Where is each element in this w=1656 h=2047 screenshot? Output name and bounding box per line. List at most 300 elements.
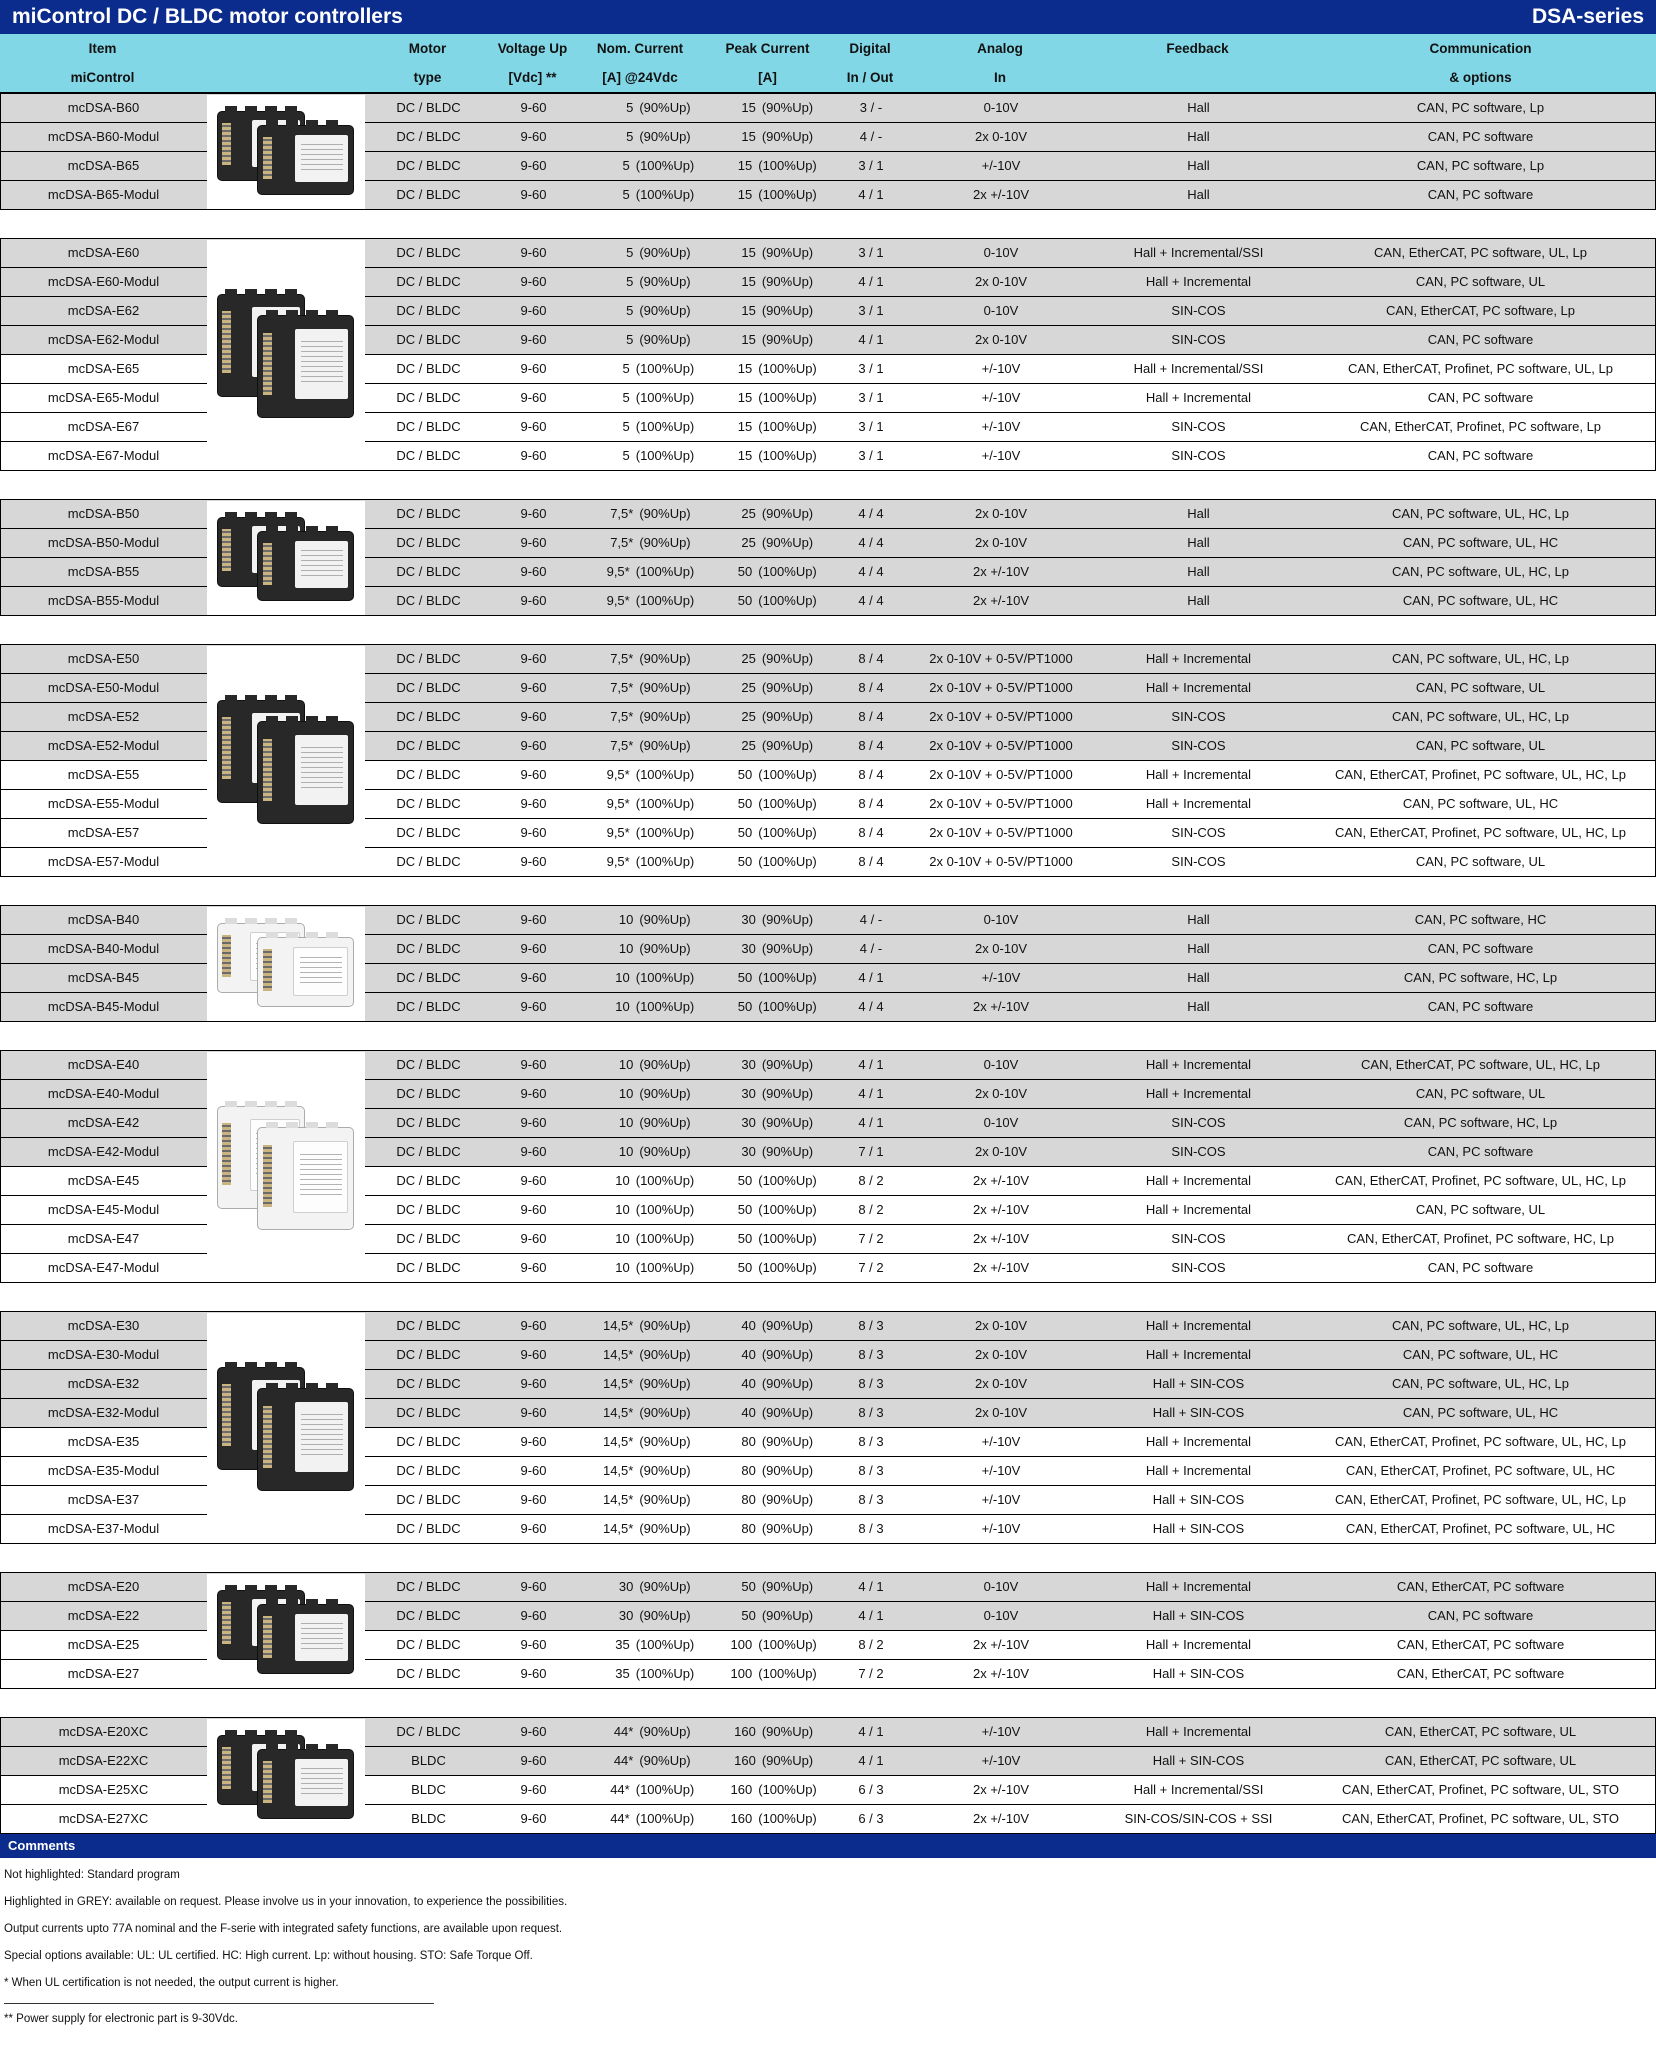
- feedback-type: Hall + Incremental/SSI: [1133, 361, 1264, 376]
- feedback-type: Hall + Incremental: [1145, 651, 1252, 666]
- communication-options: CAN, EtherCAT, Profinet, PC software, UL, Lp: [1348, 361, 1613, 376]
- item-name: mcDSA-B60-Modul: [47, 129, 160, 144]
- voltage-range: 9-60: [520, 564, 547, 579]
- communication-options: CAN, PC software, UL, HC, Lp: [1392, 506, 1569, 521]
- column-header-image: [205, 34, 365, 92]
- peak-current-up: (100%Up): [758, 1173, 817, 1188]
- motor-type: DC / BLDC: [396, 448, 461, 463]
- connector-pins-icon: [222, 529, 231, 571]
- item-name: mcDSA-E30: [67, 1318, 140, 1333]
- peak-current: [706, 1747, 831, 1775]
- digital-io: 8 / 4: [858, 738, 884, 753]
- analog-in: +/-10V: [981, 1434, 1021, 1449]
- feedback-type: Hall + SIN-COS: [1152, 1492, 1245, 1507]
- controller-device-front-icon: [257, 937, 354, 1006]
- nominal-current: [576, 355, 706, 383]
- group-gap: [0, 1283, 1656, 1311]
- digital-io: 4 / 4: [858, 999, 884, 1014]
- product-photo-devices: [214, 1091, 358, 1243]
- nominal-current: [576, 1051, 706, 1079]
- digital-io: 4 / -: [859, 129, 883, 144]
- communication-options: CAN, PC software, UL, HC, Lp: [1392, 564, 1569, 579]
- peak-current-value: 15: [737, 158, 753, 173]
- peak-current-value: 40: [741, 1376, 756, 1391]
- digital-io: 8 / 4: [858, 651, 884, 666]
- nominal-current-up: (90%Up): [639, 738, 691, 753]
- analog-in: 2x 0-10V: [974, 1376, 1028, 1391]
- peak-current-value: 160: [734, 1724, 756, 1739]
- peak-current-value: 15: [741, 245, 756, 260]
- nominal-current: [576, 1660, 706, 1688]
- analog-in: +/-10V: [981, 1463, 1021, 1478]
- analog-in: 2x 0-10V + 0-5V/PT1000: [929, 680, 1073, 695]
- nominal-current-up: (90%Up): [639, 245, 691, 260]
- motor-type: DC / BLDC: [396, 1231, 461, 1246]
- communication-options: CAN, EtherCAT, PC software: [1396, 1579, 1565, 1594]
- product-group-e20: [0, 1572, 1656, 1689]
- peak-current: [706, 442, 831, 470]
- nominal-current-value: 10: [615, 1260, 630, 1275]
- peak-current-value: 15: [741, 100, 756, 115]
- peak-current-up: (100%Up): [758, 390, 817, 405]
- feedback-type: Hall: [1187, 158, 1210, 173]
- peak-current-up: (100%Up): [758, 1782, 817, 1797]
- nominal-current-up: (90%Up): [639, 1521, 691, 1536]
- communication-options: CAN, EtherCAT, PC software, Lp: [1385, 303, 1576, 318]
- peak-current-value: 80: [741, 1463, 756, 1478]
- peak-current-up: (90%Up): [761, 1318, 814, 1333]
- item-name: mcDSA-E27: [67, 1666, 140, 1681]
- product-group-b50: [0, 499, 1656, 616]
- digital-io: 4 / 4: [858, 593, 884, 608]
- digital-io: 4 / 1: [858, 332, 884, 347]
- nominal-current: [576, 1080, 706, 1108]
- peak-current-up: (90%Up): [761, 1376, 814, 1391]
- digital-io: 3 / 1: [858, 361, 884, 376]
- peak-current-up: (90%Up): [761, 651, 814, 666]
- peak-current: [706, 123, 831, 151]
- digital-io: 4 / 1: [858, 1057, 884, 1072]
- digital-io: 4 / -: [859, 912, 883, 927]
- comment-line-5: ** Power supply for electronic part is 9-30Vdc.: [4, 2013, 238, 2025]
- communication-options: CAN, PC software: [1427, 390, 1534, 405]
- peak-current-up: (90%Up): [761, 1144, 814, 1159]
- analog-in: 2x 0-10V: [974, 941, 1028, 956]
- item-name: mcDSA-E50: [67, 651, 140, 666]
- nominal-current: [576, 1573, 706, 1601]
- peak-current-value: 50: [737, 1231, 753, 1246]
- voltage-range: 9-60: [520, 1115, 547, 1130]
- voltage-range: 9-60: [520, 100, 547, 115]
- peak-current: [706, 529, 831, 557]
- analog-in: +/-10V: [981, 158, 1021, 173]
- peak-current-value: 80: [741, 1521, 756, 1536]
- item-name: mcDSA-E30-Modul: [47, 1347, 160, 1362]
- peak-current: [706, 239, 831, 267]
- voltage-range: 9-60: [520, 303, 547, 318]
- communication-options: CAN, PC software: [1427, 1608, 1534, 1623]
- motor-type: DC / BLDC: [396, 825, 461, 840]
- peak-current-up: (100%Up): [758, 1202, 817, 1217]
- nominal-current-value: 10: [618, 1057, 634, 1072]
- peak-current: [706, 1776, 831, 1804]
- product-photo-b40: [207, 907, 365, 1021]
- voltage-range: 9-60: [520, 1405, 547, 1420]
- nominal-current: [576, 442, 706, 470]
- digital-io: 8 / 2: [858, 1637, 884, 1652]
- product-photo-e30: [207, 1313, 365, 1543]
- communication-options: CAN, PC software: [1427, 187, 1534, 202]
- communication-options: CAN, PC software, HC, Lp: [1403, 970, 1558, 985]
- motor-type: BLDC: [411, 1782, 446, 1797]
- peak-current: [706, 1196, 831, 1224]
- feedback-type: SIN-COS: [1171, 1231, 1226, 1246]
- nominal-current: [576, 1370, 706, 1398]
- motor-type: DC / BLDC: [396, 1086, 461, 1101]
- item-name: mcDSA-B65: [67, 158, 140, 173]
- nominal-current-value: 5: [626, 100, 634, 115]
- peak-current: [706, 1399, 831, 1427]
- nominal-current-value: 5: [622, 158, 630, 173]
- motor-type: DC / BLDC: [396, 1347, 461, 1362]
- feedback-type: SIN-COS: [1171, 332, 1226, 347]
- digital-io: 8 / 3: [858, 1434, 884, 1449]
- motor-type: DC / BLDC: [396, 419, 461, 434]
- nominal-current-value: 7,5*: [610, 506, 634, 521]
- product-group-e60: [0, 238, 1656, 471]
- nominal-current: [576, 1718, 706, 1746]
- nominal-current-value: 35: [615, 1666, 630, 1681]
- nominal-current-value: 14,5*: [602, 1318, 634, 1333]
- motor-type: DC / BLDC: [396, 1202, 461, 1217]
- nominal-current-value: 9,5*: [606, 564, 630, 579]
- communication-options: CAN, EtherCAT, PC software: [1396, 1666, 1565, 1681]
- digital-io: 4 / 4: [858, 506, 884, 521]
- nominal-current: [576, 703, 706, 731]
- digital-io: 8 / 3: [858, 1521, 884, 1536]
- peak-current-value: 15: [741, 332, 756, 347]
- peak-current: [706, 848, 831, 876]
- nominal-current-value: 9,5*: [606, 593, 630, 608]
- analog-in: 0-10V: [983, 1057, 1019, 1072]
- voltage-range: 9-60: [520, 1666, 547, 1681]
- voltage-range: 9-60: [520, 912, 547, 927]
- voltage-range: 9-60: [520, 332, 547, 347]
- column-header-item: Item miControl: [70, 41, 135, 85]
- digital-io: 6 / 3: [858, 1782, 884, 1797]
- communication-options: CAN, PC software: [1427, 941, 1534, 956]
- nominal-current-up: (100%Up): [635, 1202, 695, 1217]
- peak-current-up: (90%Up): [761, 1492, 814, 1507]
- peak-current-value: 15: [737, 390, 753, 405]
- feedback-type: Hall: [1187, 187, 1210, 202]
- analog-in: +/-10V: [981, 361, 1021, 376]
- peak-current-value: 30: [741, 1086, 756, 1101]
- nominal-current: [576, 239, 706, 267]
- comment-line-4: * When UL certification is not needed, the output current is higher.: [4, 1977, 339, 1989]
- voltage-range: 9-60: [520, 1724, 547, 1739]
- communication-options: CAN, EtherCAT, PC software, UL, Lp: [1374, 245, 1587, 260]
- peak-current-value: 40: [741, 1405, 756, 1420]
- nominal-current-up: (90%Up): [639, 1463, 691, 1478]
- digital-io: 8 / 3: [858, 1492, 884, 1507]
- nominal-current: [576, 123, 706, 151]
- nominal-current-value: 5: [626, 245, 634, 260]
- digital-io: 3 / 1: [858, 390, 884, 405]
- peak-current-up: (100%Up): [758, 1231, 817, 1246]
- voltage-range: 9-60: [520, 1492, 547, 1507]
- item-name: mcDSA-E42: [67, 1115, 140, 1130]
- analog-in: 2x 0-10V: [974, 1405, 1028, 1420]
- feedback-type: Hall + SIN-COS: [1152, 1405, 1245, 1420]
- nominal-current: [576, 529, 706, 557]
- communication-options: CAN, EtherCAT, Profinet, PC software, UL, HC, Lp: [1335, 767, 1626, 782]
- motor-type: DC / BLDC: [396, 1666, 461, 1681]
- item-name: mcDSA-E67-Modul: [47, 448, 160, 463]
- comment-line-0: Not highlighted: Standard program: [4, 1869, 180, 1881]
- peak-current: [706, 1486, 831, 1514]
- motor-type: DC / BLDC: [396, 1434, 461, 1449]
- peak-current-value: 50: [737, 825, 753, 840]
- item-name: mcDSA-E35: [67, 1434, 140, 1449]
- motor-type: DC / BLDC: [396, 1637, 461, 1652]
- digital-io: 8 / 4: [858, 854, 884, 869]
- peak-current-up: (90%Up): [761, 1086, 814, 1101]
- nominal-current-up: (90%Up): [639, 332, 691, 347]
- nominal-current-up: (90%Up): [639, 709, 691, 724]
- motor-type: BLDC: [411, 1811, 446, 1826]
- peak-current-value: 50: [737, 999, 753, 1014]
- peak-current-up: (90%Up): [761, 245, 814, 260]
- digital-io: 4 / 4: [858, 535, 884, 550]
- nominal-current-value: 44*: [610, 1782, 630, 1797]
- nominal-current-value: 30: [618, 1608, 634, 1623]
- peak-current-value: 15: [737, 419, 753, 434]
- feedback-type: Hall + Incremental: [1145, 1434, 1252, 1449]
- voltage-range: 9-60: [520, 535, 547, 550]
- communication-options: CAN, PC software, UL: [1415, 274, 1546, 289]
- feedback-type: SIN-COS: [1171, 738, 1226, 753]
- nominal-current: [576, 1805, 706, 1833]
- peak-current-up: (100%Up): [758, 796, 817, 811]
- motor-type: DC / BLDC: [396, 1724, 461, 1739]
- product-photo-devices: [214, 1725, 358, 1827]
- nominal-current-up: (100%Up): [635, 1811, 695, 1826]
- communication-options: CAN, EtherCAT, Profinet, PC software, UL, HC, Lp: [1335, 1434, 1626, 1449]
- digital-io: 8 / 4: [858, 680, 884, 695]
- peak-current: [706, 1718, 831, 1746]
- voltage-range: 9-60: [520, 390, 547, 405]
- nominal-current-value: 5: [626, 129, 634, 144]
- peak-current-up: (100%Up): [758, 1811, 817, 1826]
- nominal-current-up: (90%Up): [639, 1492, 691, 1507]
- peak-current: [706, 297, 831, 325]
- peak-current: [706, 1457, 831, 1485]
- device-label-icon: [295, 329, 348, 399]
- controller-device-front-icon: [257, 315, 354, 417]
- voltage-range: 9-60: [520, 129, 547, 144]
- voltage-range: 9-60: [520, 1521, 547, 1536]
- product-group-b60: [0, 93, 1656, 210]
- nominal-current-up: (90%Up): [639, 1057, 691, 1072]
- item-name: mcDSA-E27XC: [58, 1811, 149, 1826]
- product-photo-devices: [214, 1580, 358, 1682]
- peak-current-value: 100: [730, 1666, 753, 1681]
- connector-pins-icon: [222, 311, 231, 373]
- item-name: mcDSA-E62-Modul: [47, 332, 160, 347]
- digital-io: 3 / -: [859, 100, 883, 115]
- voltage-range: 9-60: [520, 274, 547, 289]
- communication-options: CAN, PC software, UL, HC: [1402, 1347, 1559, 1362]
- nominal-current-up: (100%Up): [635, 564, 695, 579]
- item-name: mcDSA-E32: [67, 1376, 140, 1391]
- table-column-headers: [0, 34, 1656, 93]
- motor-type: DC / BLDC: [396, 1376, 461, 1391]
- nominal-current-up: (100%Up): [635, 187, 695, 202]
- voltage-range: 9-60: [520, 1086, 547, 1101]
- item-name: mcDSA-E52-Modul: [47, 738, 160, 753]
- peak-current-up: (90%Up): [761, 1753, 814, 1768]
- voltage-range: 9-60: [520, 1608, 547, 1623]
- nominal-current: [576, 1138, 706, 1166]
- digital-io: 3 / 1: [858, 158, 884, 173]
- peak-current: [706, 761, 831, 789]
- peak-current: [706, 1428, 831, 1456]
- item-name: mcDSA-E22: [67, 1608, 140, 1623]
- communication-options: CAN, PC software, UL, HC, Lp: [1392, 1318, 1569, 1333]
- communication-options: CAN, EtherCAT, Profinet, PC software, UL, STO: [1342, 1811, 1619, 1826]
- motor-type: DC / BLDC: [396, 129, 461, 144]
- peak-current: [706, 993, 831, 1021]
- connector-pins-icon: [222, 1602, 231, 1644]
- controller-device-front-icon: [257, 1604, 354, 1673]
- feedback-type: SIN-COS: [1171, 303, 1226, 318]
- motor-type: DC / BLDC: [396, 274, 461, 289]
- peak-current-value: 30: [741, 912, 756, 927]
- digital-io: 8 / 3: [858, 1347, 884, 1362]
- item-name: mcDSA-E32-Modul: [47, 1405, 160, 1420]
- nominal-current: [576, 1776, 706, 1804]
- peak-current: [706, 1051, 831, 1079]
- feedback-type: SIN-COS: [1171, 1115, 1226, 1130]
- peak-current-value: 160: [734, 1753, 756, 1768]
- voltage-range: 9-60: [520, 941, 547, 956]
- motor-type: DC / BLDC: [396, 767, 461, 782]
- product-photo-b50: [207, 501, 365, 615]
- connector-pins-icon: [222, 123, 231, 165]
- motor-type: DC / BLDC: [396, 361, 461, 376]
- group-gap: [0, 1544, 1656, 1572]
- peak-current-up: (90%Up): [761, 1347, 814, 1362]
- analog-in: 2x +/-10V: [972, 1811, 1029, 1826]
- motor-type: DC / BLDC: [396, 1608, 461, 1623]
- column-header-feedback: Feedback: [1166, 41, 1229, 56]
- item-name: mcDSA-E50-Modul: [47, 680, 160, 695]
- digital-io: 4 / -: [859, 941, 883, 956]
- peak-current-value: 50: [737, 796, 753, 811]
- nominal-current-value: 5: [622, 390, 630, 405]
- peak-current: [706, 703, 831, 731]
- peak-current-value: 50: [737, 1173, 753, 1188]
- analog-in: +/-10V: [981, 390, 1021, 405]
- nominal-current: [576, 1196, 706, 1224]
- analog-in: 2x 0-10V: [974, 129, 1028, 144]
- peak-current: [706, 935, 831, 963]
- nominal-current-up: (100%Up): [635, 970, 695, 985]
- nominal-current: [576, 1225, 706, 1253]
- feedback-type: Hall + Incremental: [1145, 680, 1252, 695]
- analog-in: 2x +/-10V: [972, 1260, 1029, 1275]
- device-label-icon: [293, 947, 348, 996]
- peak-current-up: (90%Up): [761, 506, 814, 521]
- nominal-current-up: (90%Up): [639, 1724, 691, 1739]
- item-name: mcDSA-E55: [67, 767, 140, 782]
- nominal-current-up: (90%Up): [639, 1376, 691, 1391]
- column-header-digital-io: Digital In / Out: [846, 41, 894, 85]
- digital-io: 7 / 2: [858, 1231, 884, 1246]
- nominal-current: [576, 1747, 706, 1775]
- peak-current-value: 25: [741, 680, 756, 695]
- communication-options: CAN, EtherCAT, Profinet, PC software, UL, HC: [1345, 1463, 1616, 1478]
- motor-type: DC / BLDC: [396, 1463, 461, 1478]
- peak-current-value: 80: [741, 1492, 756, 1507]
- nominal-current-up: (90%Up): [639, 1405, 691, 1420]
- product-photo-e50: [207, 646, 365, 876]
- nominal-current-up: (90%Up): [639, 1086, 691, 1101]
- peak-current-value: 100: [730, 1637, 753, 1652]
- voltage-range: 9-60: [520, 767, 547, 782]
- analog-in: 0-10V: [983, 100, 1019, 115]
- feedback-type: Hall + SIN-COS: [1152, 1608, 1245, 1623]
- group-gap: [0, 616, 1656, 644]
- communication-options: CAN, PC software, Lp: [1416, 100, 1545, 115]
- peak-current-value: 30: [741, 941, 756, 956]
- peak-current: [706, 1167, 831, 1195]
- nominal-current-up: (90%Up): [639, 129, 691, 144]
- communication-options: CAN, PC software, UL: [1415, 738, 1546, 753]
- product-group-b40: [0, 905, 1656, 1022]
- feedback-type: Hall + Incremental: [1145, 1202, 1252, 1217]
- peak-current: [706, 413, 831, 441]
- nominal-current-value: 44*: [610, 1811, 630, 1826]
- item-name: mcDSA-B65-Modul: [47, 187, 160, 202]
- feedback-type: Hall + Incremental/SSI: [1133, 245, 1264, 260]
- peak-current-value: 40: [741, 1347, 756, 1362]
- item-name: mcDSA-B55: [67, 564, 140, 579]
- nominal-current-value: 9,5*: [606, 796, 630, 811]
- peak-current: [706, 326, 831, 354]
- product-photo-devices: [214, 507, 358, 609]
- group-gap: [0, 877, 1656, 905]
- analog-in: +/-10V: [981, 1753, 1021, 1768]
- nominal-current-value: 5: [622, 361, 630, 376]
- nominal-current-value: 35: [615, 1637, 630, 1652]
- voltage-range: 9-60: [520, 448, 547, 463]
- nominal-current: [576, 848, 706, 876]
- item-name: mcDSA-E20: [67, 1579, 140, 1594]
- product-photo-devices: [214, 1352, 358, 1504]
- nominal-current: [576, 790, 706, 818]
- communication-options: CAN, EtherCAT, Profinet, PC software, UL, STO: [1342, 1782, 1619, 1797]
- digital-io: 7 / 1: [858, 1144, 884, 1159]
- nominal-current-up: (100%Up): [635, 448, 695, 463]
- communication-options: CAN, EtherCAT, Profinet, PC software, UL, HC, Lp: [1335, 1173, 1626, 1188]
- device-label-icon: [295, 735, 348, 805]
- peak-current-value: 50: [741, 1579, 756, 1594]
- nominal-current: [576, 1254, 706, 1282]
- analog-in: +/-10V: [981, 1724, 1021, 1739]
- group-gap: [0, 210, 1656, 238]
